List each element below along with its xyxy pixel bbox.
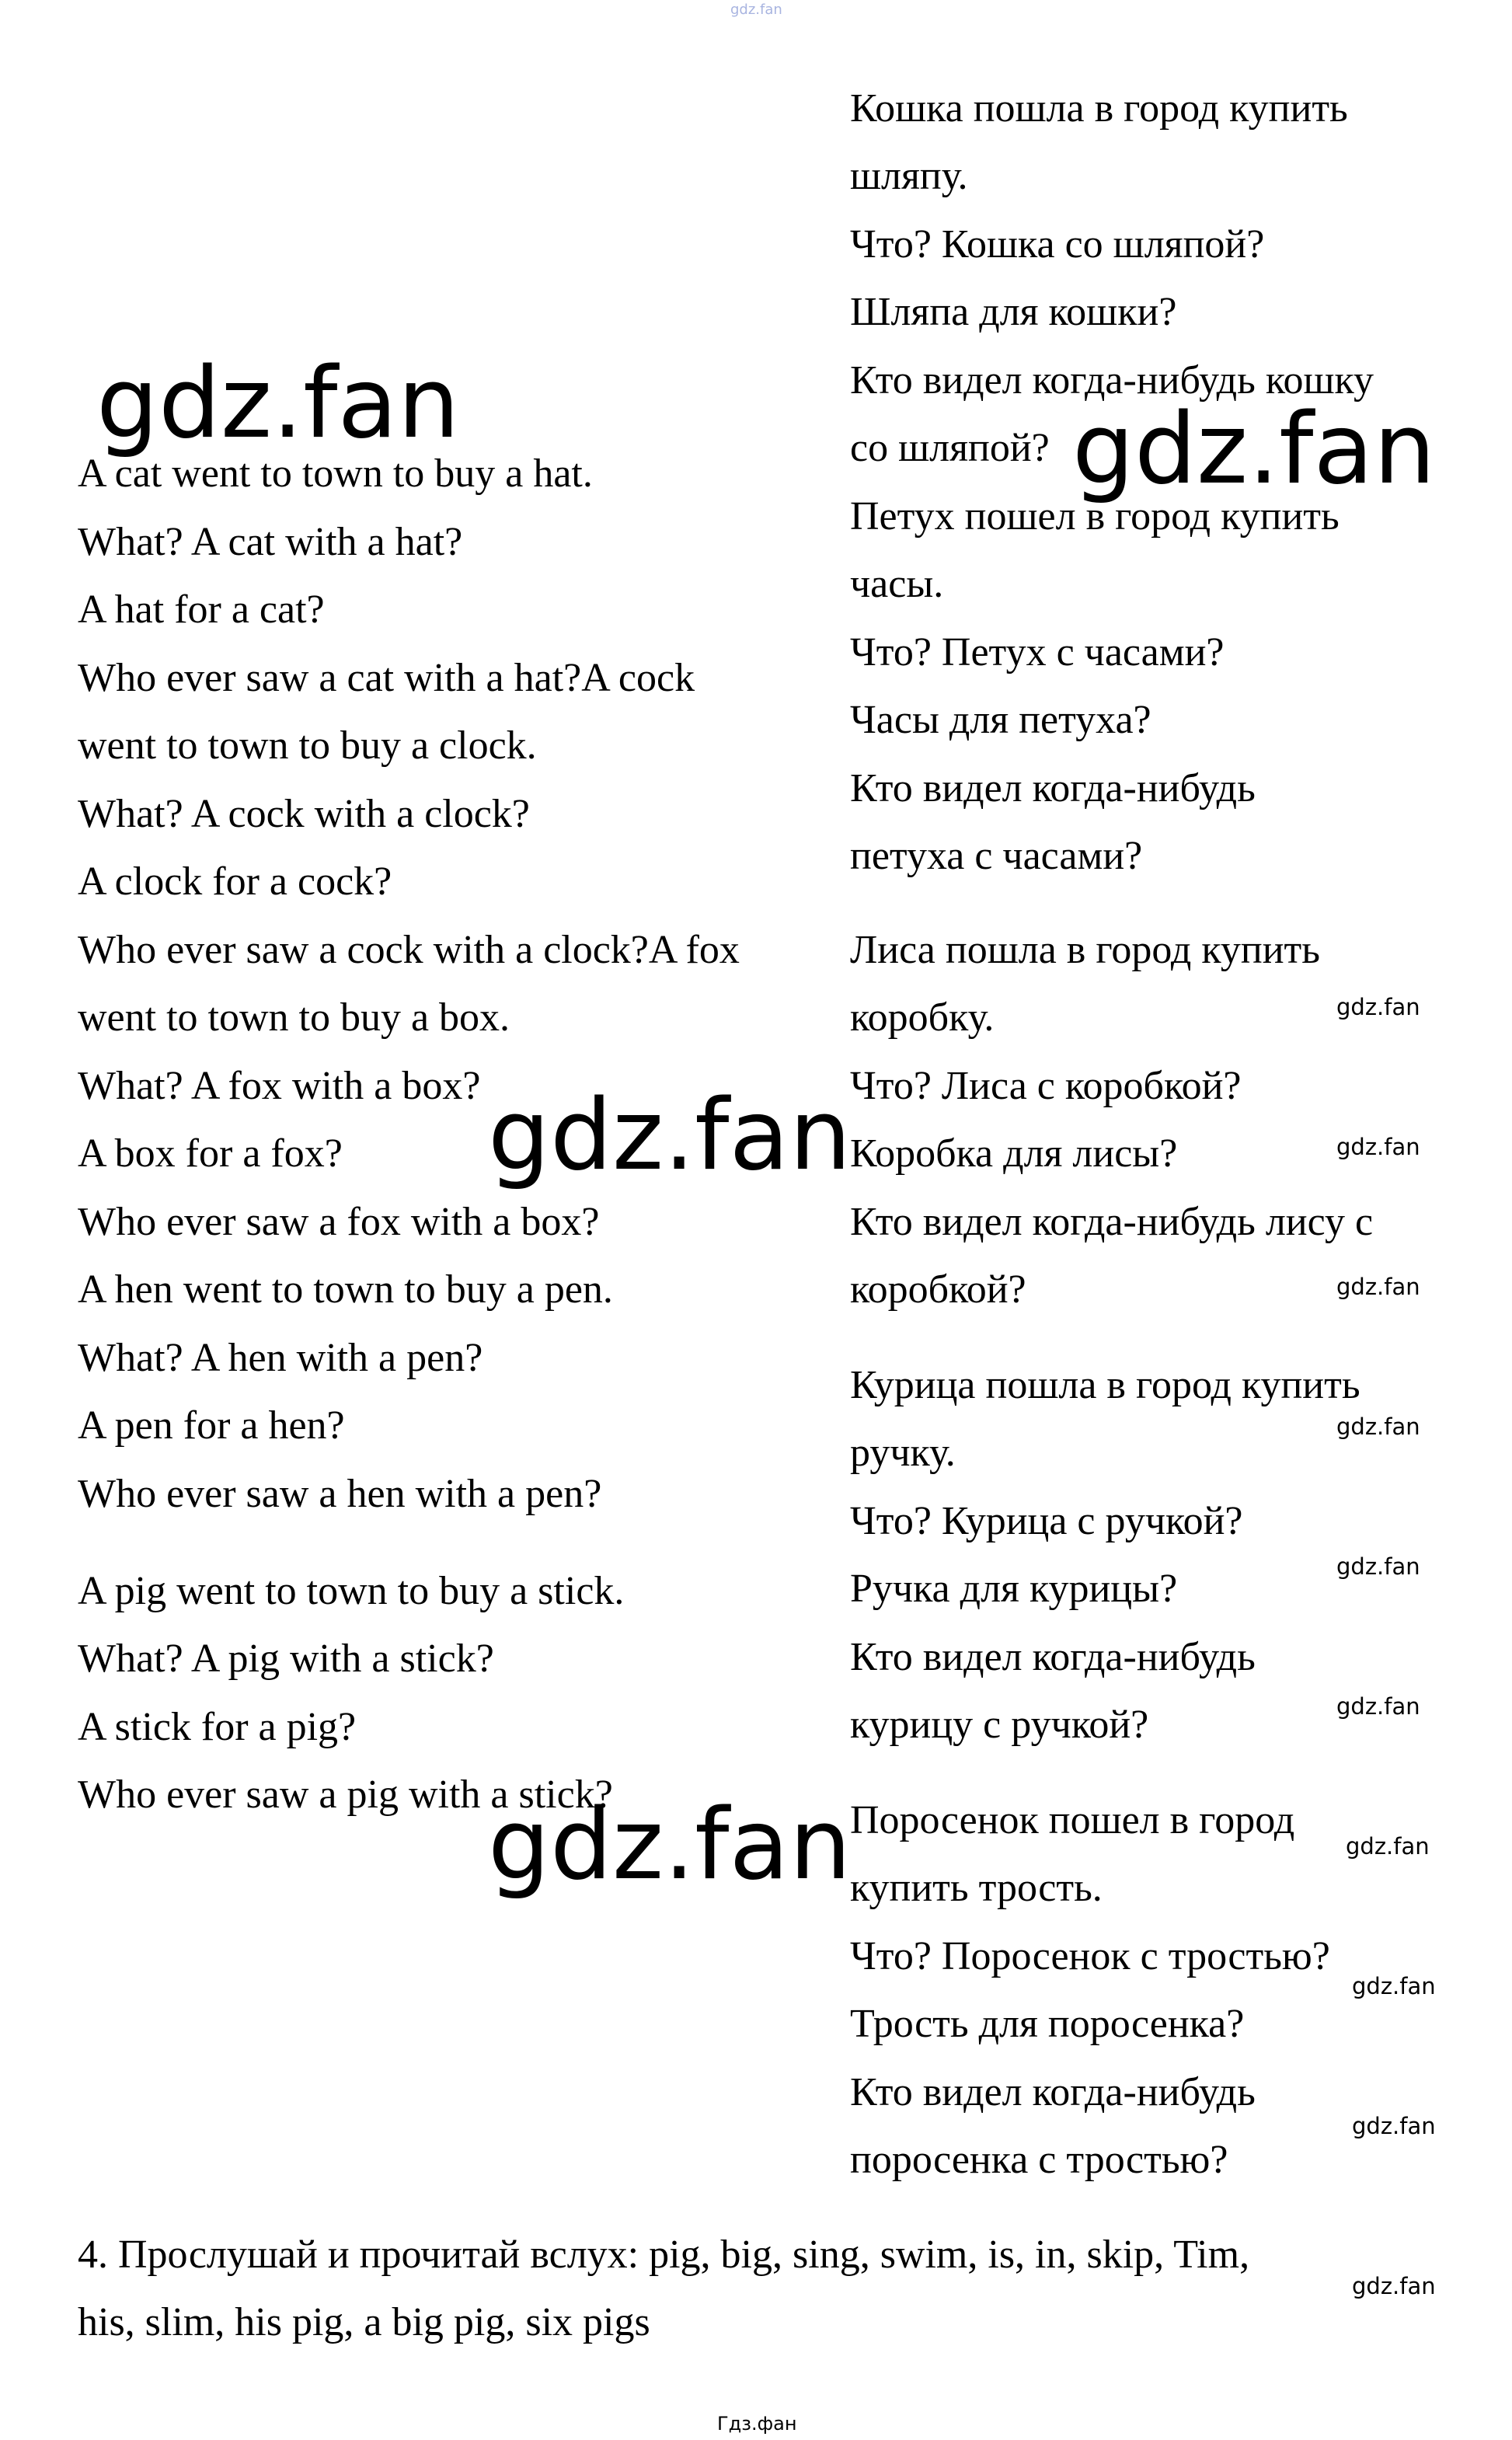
right-line: Что? Кошка со шляпой? (850, 222, 1265, 267)
watermark-small: gdz.fan (1352, 2273, 1436, 2299)
right-line: Кто видел когда-нибудь (850, 766, 1256, 810)
watermark-large: gdz.fan (96, 346, 460, 460)
right-line: коробкой? (850, 1267, 1026, 1312)
left-line: A hat for a cat? (78, 587, 325, 632)
task-line-1: 4. Прослушай и прочитай вслух: pig, big, sing, swim, is, in, skip, Tim, (78, 2233, 1250, 2277)
right-line: курицу с ручкой? (850, 1703, 1149, 1747)
footer-watermark: Гдз.фан (717, 2413, 797, 2435)
left-line: What? A cat with a hat? (78, 520, 463, 564)
left-line: Who ever saw a fox with a box? (78, 1200, 600, 1244)
right-line: коробку. (850, 995, 995, 1040)
left-line: A cat went to town to buy a hat. (78, 451, 593, 496)
left-line: A stick for a pig? (78, 1705, 357, 1749)
left-line: Who ever saw a cock with a clock?A fox (78, 928, 740, 972)
left-line: went to town to buy a box. (78, 995, 510, 1040)
right-line: Поросенок пошел в город (850, 1798, 1295, 1842)
left-line: What? A fox with a box? (78, 1064, 481, 1108)
right-line: Ручка для курицы? (850, 1567, 1178, 1611)
right-line: поросенка с тростью? (850, 2138, 1228, 2182)
right-line: петуха с часами? (850, 834, 1143, 878)
left-line: Who ever saw a pig with a stick? (78, 1772, 613, 1817)
left-line: A pen for a hen? (78, 1403, 345, 1448)
right-line: Кто видел когда-нибудь лису с (850, 1200, 1374, 1244)
right-line: Петух пошел в город купить (850, 494, 1340, 539)
right-line: Кто видел когда-нибудь кошку (850, 358, 1374, 403)
watermark-small: gdz.fan (1336, 1134, 1420, 1160)
left-line: What? A pig with a stick? (78, 1637, 494, 1681)
right-line: Что? Поросенок с тростью? (850, 1934, 1330, 1978)
right-line: Что? Лиса с коробкой? (850, 1064, 1242, 1108)
left-line: Who ever saw a hen with a pen? (78, 1472, 602, 1516)
right-line: Что? Петух с часами? (850, 630, 1225, 674)
right-line: Лиса пошла в город купить (850, 928, 1320, 972)
watermark-large: gdz.fan (488, 1787, 852, 1901)
left-line: Who ever saw a cat with a hat?A cock (78, 656, 695, 700)
right-line: часы. (850, 562, 944, 606)
task-line-2: his, slim, his pig, a big pig, six pigs (78, 2300, 650, 2344)
right-line: Трость для поросенка? (850, 2002, 1245, 2046)
watermark-large: gdz.fan (1072, 392, 1436, 506)
watermark-small: gdz.fan (1336, 1693, 1420, 1720)
right-line: купить трость. (850, 1866, 1103, 1910)
left-line: A pig went to town to buy a stick. (78, 1569, 625, 1613)
watermark-small: gdz.fan (1352, 2113, 1436, 2139)
left-line: went to town to buy a clock. (78, 723, 537, 768)
right-line: ручку. (850, 1431, 956, 1475)
right-line: Что? Курица с ручкой? (850, 1499, 1243, 1543)
right-line: Шляпа для кошки? (850, 290, 1177, 334)
left-line: A box for a fox? (78, 1131, 343, 1176)
right-line: шляпу. (850, 154, 968, 198)
watermark-large: gdz.fan (488, 1078, 852, 1192)
right-line: Кошка пошла в город купить (850, 86, 1348, 131)
watermark-small: gdz.fan (1346, 1833, 1430, 1860)
left-line: A hen went to town to buy a pen. (78, 1267, 613, 1312)
watermark-small: gdz.fan (1336, 1274, 1420, 1300)
top-watermark: gdz.fan (730, 2, 782, 18)
watermark-small: gdz.fan (1336, 1413, 1420, 1440)
watermark-small: gdz.fan (1352, 1973, 1436, 1999)
left-line: What? A cock with a clock? (78, 792, 530, 836)
right-line: Часы для петуха? (850, 698, 1151, 742)
right-line: Кто видел когда-нибудь (850, 2070, 1256, 2114)
watermark-small: gdz.fan (1336, 994, 1420, 1020)
left-line: What? A hen with a pen? (78, 1336, 483, 1380)
right-line: Курица пошла в город купить (850, 1363, 1360, 1407)
right-line: Коробка для лисы? (850, 1131, 1178, 1176)
watermark-small: gdz.fan (1336, 1553, 1420, 1580)
right-line: со шляпой? (850, 426, 1050, 470)
left-line: A clock for a cock? (78, 859, 392, 904)
right-line: Кто видел когда-нибудь (850, 1635, 1256, 1679)
